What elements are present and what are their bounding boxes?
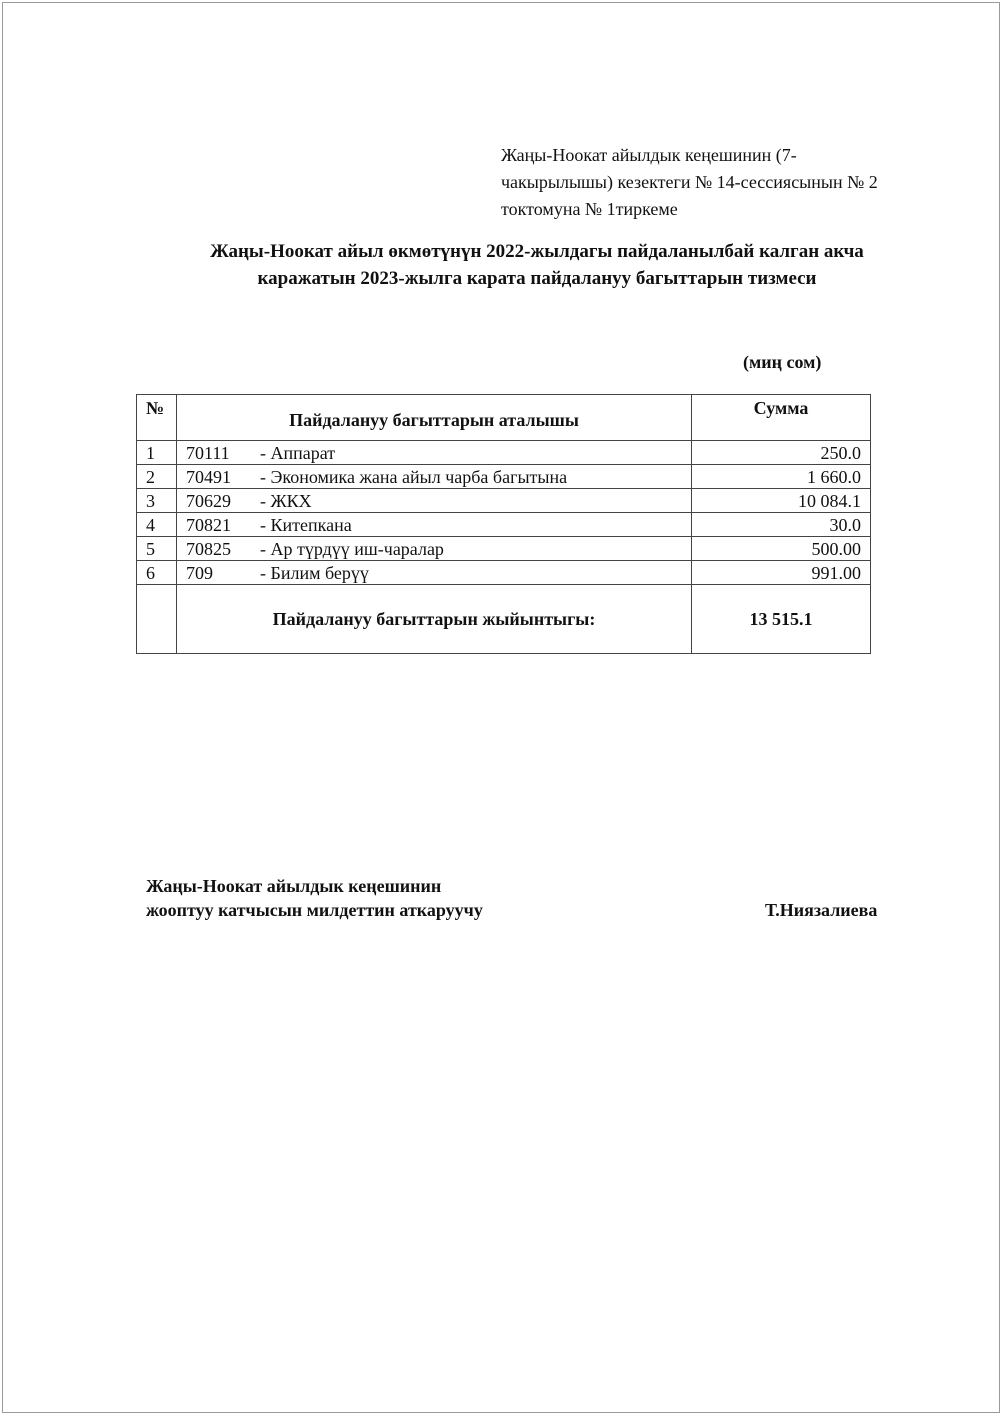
row-amount: 991.00	[692, 561, 871, 585]
title-line-1: Жаңы-Ноокат айыл өкмөтүнүн 2022-жылдагы пайдаланылбай калган акча	[210, 241, 864, 262]
header-name: Пайдалануу багыттарын аталышы	[177, 395, 692, 441]
row-amount: 250.0	[692, 441, 871, 465]
row-name: - Экономика жана айыл чарба багытына	[260, 466, 568, 487]
row-amount: 500.00	[692, 537, 871, 561]
row-name: - Билим берүү	[260, 562, 369, 583]
row-number: 3	[137, 489, 177, 513]
row-name: - Китепкана	[260, 514, 352, 535]
budget-table	[136, 394, 871, 654]
signature-line-1: Жаңы-Ноокат айылдык кеңешинин	[146, 876, 442, 896]
row-name-cell	[177, 441, 692, 465]
document-title	[136, 238, 938, 292]
row-name-cell	[177, 561, 692, 585]
table-row	[137, 537, 871, 561]
row-name: - Аппарат	[260, 442, 336, 463]
total-label: Пайдалануу багыттарын жыйынтыгы:	[177, 585, 692, 654]
table-row	[137, 513, 871, 537]
row-number: 6	[137, 561, 177, 585]
signature-name: Т.Ниязалиева	[765, 900, 878, 920]
row-code: 70629	[186, 490, 231, 511]
appendix-note: Жаңы-Ноокат айылдык кеңешинин (7- чакырылышы) кезектеги № 14-сессиясынын № 2 токтомуна № 1тиркеме	[501, 145, 878, 219]
row-name: - Ар түрдүү иш-чаралар	[260, 538, 444, 559]
row-number: 4	[137, 513, 177, 537]
header-number: №	[137, 395, 177, 441]
table-row	[137, 465, 871, 489]
row-amount: 10 084.1	[692, 489, 871, 513]
row-name-cell	[177, 465, 692, 489]
signature-position	[146, 874, 483, 922]
row-name: - ЖКХ	[260, 490, 312, 511]
row-number: 1	[137, 441, 177, 465]
row-number: 2	[137, 465, 177, 489]
total-row	[137, 585, 871, 654]
table-header-row	[137, 395, 871, 441]
row-number: 5	[137, 537, 177, 561]
title-line-2: каражатын 2023-жылга карата пайдалануу багыттарын тизмеси	[257, 268, 817, 289]
row-amount: 30.0	[692, 513, 871, 537]
row-code: 70825	[186, 538, 231, 559]
row-code: 70491	[186, 466, 231, 487]
total-amount: 13 515.1	[692, 585, 871, 654]
header-sum: Сумма	[692, 395, 871, 441]
row-name-cell	[177, 489, 692, 513]
table-row	[137, 489, 871, 513]
table-row	[137, 441, 871, 465]
row-name-cell	[177, 513, 692, 537]
total-number-cell	[137, 585, 177, 654]
row-amount: 1 660.0	[692, 465, 871, 489]
table-row	[137, 561, 871, 585]
row-name-cell	[177, 537, 692, 561]
unit-label: (миң сом)	[743, 352, 822, 372]
signature-line-2: жооптуу катчысын милдеттин аткаруучу	[146, 900, 483, 920]
row-code: 709	[186, 562, 213, 583]
row-code: 70111	[186, 442, 230, 463]
row-code: 70821	[186, 514, 231, 535]
